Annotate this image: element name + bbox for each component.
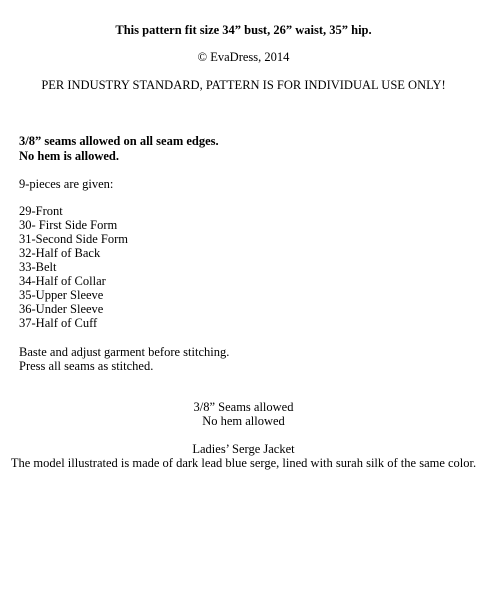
copyright-line: © EvaDress, 2014 (197, 50, 290, 64)
list-item: 36-Under Sleeve (19, 302, 104, 316)
list-item: 32-Half of Back (19, 246, 101, 260)
list-item: 37-Half of Cuff (19, 316, 98, 330)
footer-seams-allowed: 3/8” Seams allowed (193, 400, 294, 414)
footer-no-hem: No hem allowed (202, 414, 285, 428)
garment-title: Ladies’ Serge Jacket (192, 442, 295, 456)
list-item: 31-Second Side Form (19, 232, 129, 246)
list-item: 34-Half of Collar (19, 274, 106, 288)
pattern-fit-heading: This pattern fit size 34” bust, 26” waist, 35” hip. (115, 23, 372, 37)
press-instruction: Press all seams as stitched. (19, 359, 154, 373)
hem-note: No hem is allowed. (19, 149, 119, 163)
list-item: 35-Upper Sleeve (19, 288, 104, 302)
list-item: 30- First Side Form (19, 218, 118, 232)
baste-instruction: Baste and adjust garment before stitching. (19, 345, 230, 359)
usage-notice: PER INDUSTRY STANDARD, PATTERN IS FOR INDIVIDUAL USE ONLY! (41, 78, 446, 92)
pieces-intro: 9-pieces are given: (19, 177, 114, 191)
list-item: 29-Front (19, 204, 63, 218)
seam-allowance-note: 3/8” seams allowed on all seam edges. (19, 134, 219, 148)
list-item: 33-Belt (19, 260, 57, 274)
garment-description: The model illustrated is made of dark lead blue serge, lined with surah silk of the same color. (10, 456, 477, 470)
